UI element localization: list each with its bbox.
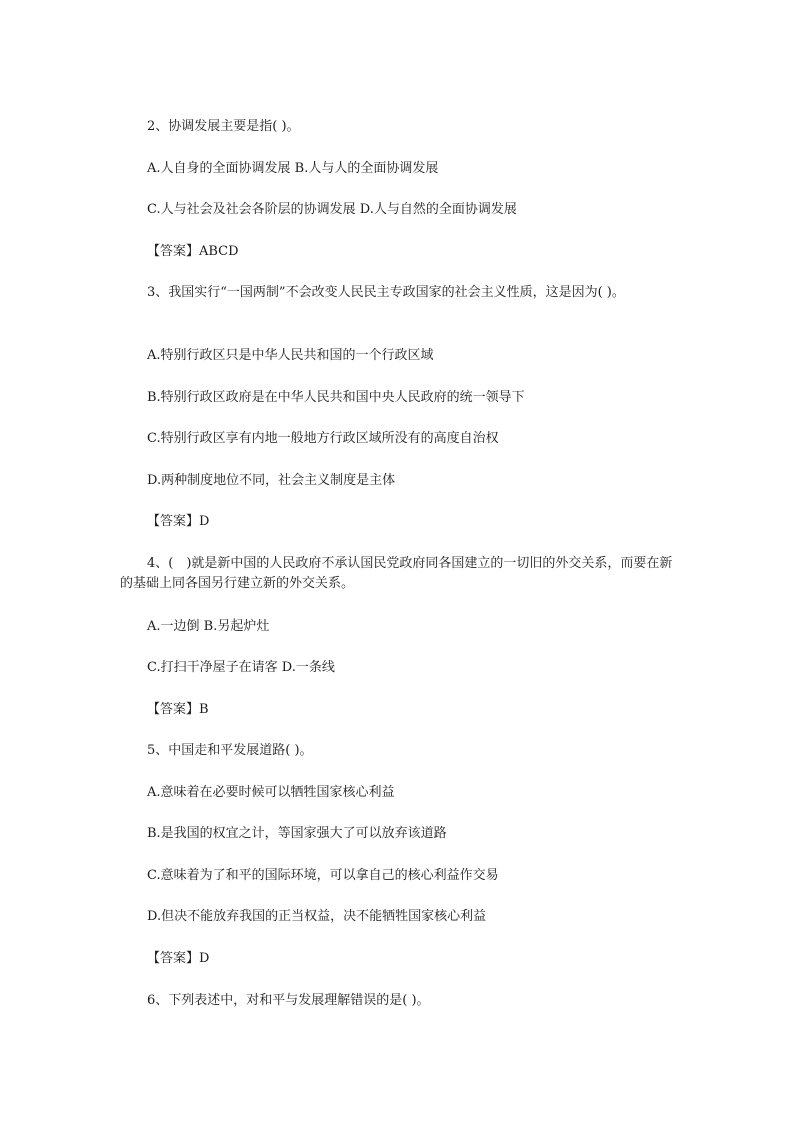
question-4-option-ab: A.一边倒 B.另起炉灶	[147, 619, 270, 634]
question-5-option-b: B.是我国的权宜之计，等国家强大了可以放弃该道路	[147, 826, 447, 841]
question-5-option-a: A.意味着在必要时候可以牺牲国家核心利益	[147, 785, 395, 800]
question-6-stem: 6、下列表述中，对和平与发展理解错误的是( )。	[147, 993, 430, 1008]
question-2-option-cd: C.人与社会及社会各阶层的协调发展 D.人与自然的全面协调发展	[147, 202, 517, 217]
question-2-option-ab: A.人自身的全面协调发展 B.人与人的全面协调发展	[147, 161, 439, 176]
question-3-option-b: B.特别行政区政府是在中华人民共和国中央人民政府的统一领导下	[147, 390, 525, 405]
question-2-answer: 【答案】ABCD	[147, 244, 239, 259]
question-3-answer: 【答案】D	[147, 514, 210, 529]
question-4-stem: 4、( )就是新中国的人民政府不承认国民党政府同各国建立的一切旧的外交关系，而要在新的基础上同各国另行建立新的外交关系。	[120, 556, 673, 591]
question-3-stem: 3、我国实行“一国两制”不会改变人民民主专政国家的社会主义性质，这是因为( )。	[147, 285, 625, 300]
question-4-answer: 【答案】B	[147, 702, 209, 717]
question-5-option-d: D.但决不能放弃我国的正当权益，决不能牺牲国家核心利益	[147, 909, 487, 924]
question-5-answer: 【答案】D	[147, 951, 210, 966]
question-4-option-cd: C.打扫干净屋子在请客 D.一条线	[147, 660, 335, 675]
question-2-stem: 2、协调发展主要是指( )。	[147, 119, 300, 134]
question-3-option-a: A.特别行政区只是中华人民共和国的一个行政区域	[147, 348, 434, 363]
question-3-option-c: C.特别行政区享有内地一般地方行政区域所没有的高度自治权	[147, 431, 499, 446]
question-5-stem: 5、中国走和平发展道路( )。	[147, 743, 313, 758]
question-5-option-c: C.意味着为了和平的国际环境，可以拿自己的核心利益作交易	[147, 868, 499, 883]
question-3-option-d: D.两种制度地位不同，社会主义制度是主体	[147, 473, 396, 488]
